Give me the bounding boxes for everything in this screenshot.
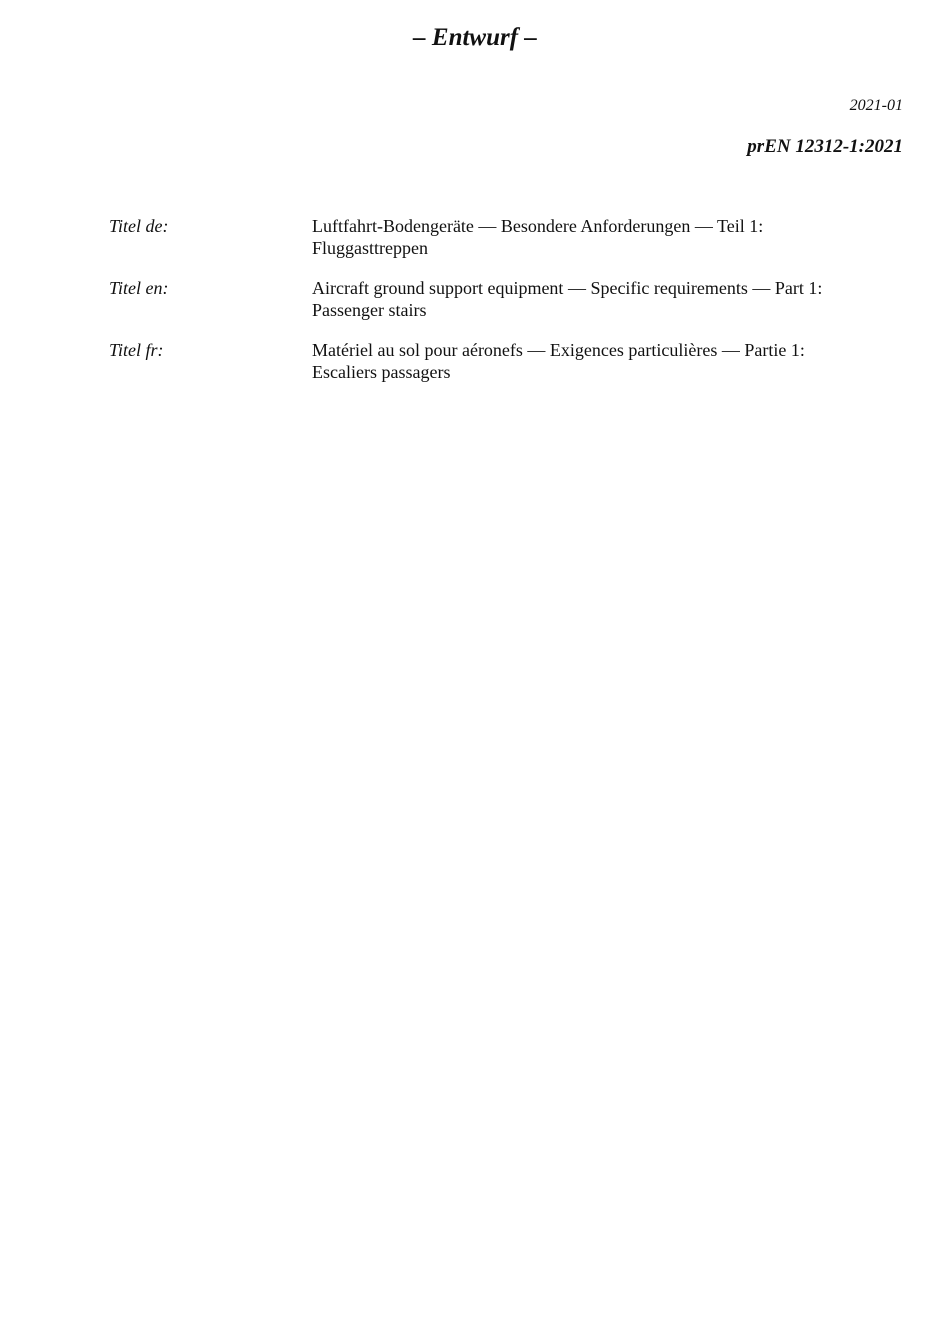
document-date: 2021-01 [849, 97, 903, 114]
title-text-fr-line2: Escaliers passagers [312, 362, 451, 382]
title-row-en [109, 277, 899, 321]
title-text-fr-line1: Matériel au sol pour aéronefs — Exigences particulières — Partie 1: [312, 340, 805, 360]
title-label-de: Titel de: [109, 216, 169, 236]
title-row-de [109, 215, 899, 259]
title-text-de-line2: Fluggasttreppen [312, 238, 428, 258]
draft-heading: – Entwurf – [413, 24, 537, 51]
title-text-en [312, 277, 899, 321]
title-label-en: Titel en: [109, 278, 169, 298]
title-text-de-line1: Luftfahrt-Bodengeräte — Besondere Anforderungen — Teil 1: [312, 216, 764, 236]
title-text-en-line1: Aircraft ground support equipment — Specific requirements — Part 1: [312, 278, 823, 298]
title-text-de [312, 215, 899, 259]
title-row-fr [109, 339, 899, 383]
document-number: prEN 12312-1:2021 [747, 136, 903, 157]
title-label-fr: Titel fr: [109, 340, 164, 360]
title-text-fr [312, 339, 899, 383]
title-text-en-line2: Passenger stairs [312, 300, 427, 320]
title-block [109, 215, 899, 401]
